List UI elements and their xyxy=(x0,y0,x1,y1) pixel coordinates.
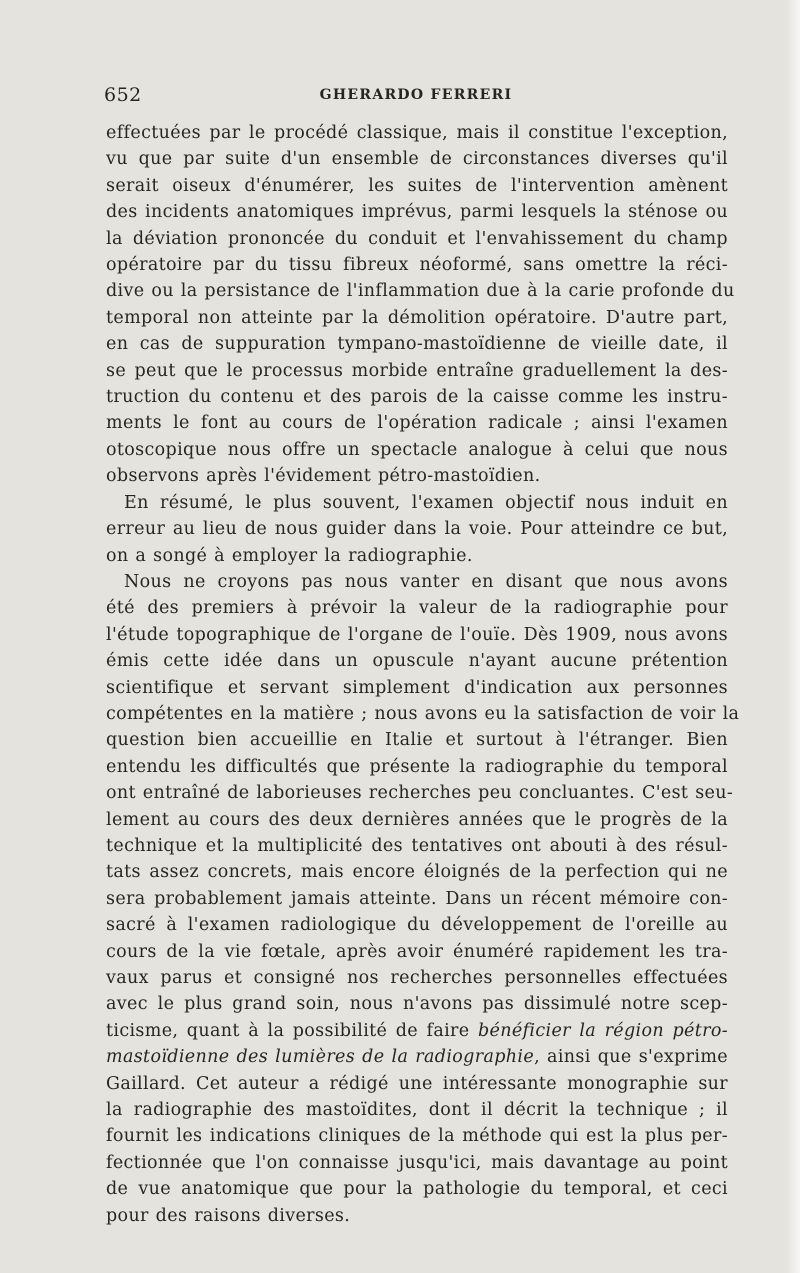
text-line: des incidents anatomiques imprévus, parmi lesquels la sténose ou xyxy=(106,202,728,223)
text-line: compétentes en la matière ; nous avons eu la satisfaction de voir la xyxy=(106,703,740,724)
text-line: de vue anatomique que pour la pathologie du temporal, et ceci xyxy=(106,1179,728,1200)
paragraph-2 xyxy=(106,490,728,569)
text-line: la radiographie des mastoïdites, dont il décrit la technique ; il xyxy=(106,1100,728,1121)
text-line: se peut que le processus morbide entraîne graduellement la des- xyxy=(106,360,728,381)
running-title: GHERARDO FERRERI xyxy=(319,87,513,103)
text-line-with-italic xyxy=(106,1044,728,1070)
italic-quote-end: mastoïdienne des lumières de la radiographie xyxy=(106,1047,535,1068)
body-text xyxy=(106,120,740,1229)
text-line: opératoire par du tissu fibreux néoformé, sans omettre la réci- xyxy=(106,255,728,276)
text-line: erreur au lieu de nous guider dans la voie. Pour atteindre ce but, xyxy=(106,519,728,540)
text-line: truction du contenu et des parois de la caisse comme les instru- xyxy=(106,387,728,408)
text-line: scientifique et servant simplement d'indication aux personnes xyxy=(106,677,728,698)
text-span: , ainsi que s'exprime xyxy=(534,1047,728,1068)
text-line: tats assez concrets, mais encore éloignés de la perfection qui ne xyxy=(106,862,728,883)
text-line: on a songé à employer la radiographie. xyxy=(106,545,473,566)
text-line: cours de la vie fœtale, après avoir énuméré rapidement les tra- xyxy=(106,941,728,962)
text-line: la déviation prononcée du conduit et l'envahissement du champ xyxy=(106,228,728,249)
text-line: temporal non atteinte par la démolition opératoire. D'autre part, xyxy=(106,307,728,328)
text-line: Nous ne croyons pas nous vanter en disant que nous avons xyxy=(124,571,728,592)
paragraph-1 xyxy=(106,120,735,490)
text-line: observons après l'évidement pétro-mastoïdien. xyxy=(106,466,541,487)
text-line: question bien accueillie en Italie et surtout à l'étranger. Bien xyxy=(106,730,728,751)
text-line: En résumé, le plus souvent, l'examen objectif nous induit en xyxy=(124,492,728,513)
text-line: fectionnée que l'on connaisse jusqu'ici, mais davantage au point xyxy=(106,1152,728,1173)
text-line: émis cette idée dans un opuscule n'ayant aucune prétention xyxy=(106,651,728,672)
text-line: sacré à l'examen radiologique du développement de l'oreille au xyxy=(106,915,728,936)
text-line: fournit les indications cliniques de la méthode qui est la plus per- xyxy=(106,1126,728,1147)
page-edge-shadow xyxy=(786,0,800,1273)
italic-quote-start: bénéficier la région pétro- xyxy=(477,1020,728,1041)
text-line: en cas de suppuration tympano-mastoïdienne de vieille date, il xyxy=(106,334,728,355)
text-line: dive ou la persistance de l'inflammation due à la carie profonde du xyxy=(106,281,735,302)
text-line: ont entraîné de laborieuses recherches peu concluantes. C'est seu- xyxy=(106,783,734,804)
text-line: effectuées par le procédé classique, mais il constitue l'exception, xyxy=(106,123,728,143)
text-line: serait oiseux d'énumérer, les suites de l'intervention amènent xyxy=(106,175,728,196)
text-line: vu que par suite d'un ensemble de circonstances diverses qu'il xyxy=(106,149,728,170)
text-line: technique et la multiplicité des tentatives ont abouti à des résul- xyxy=(106,835,728,856)
text-line: l'étude topographique de l'organe de l'ouïe. Dès 1909, nous avons xyxy=(106,624,728,645)
paragraph-3 xyxy=(106,569,740,1229)
text-line: sera probablement jamais atteinte. Dans un récent mémoire con- xyxy=(106,888,728,909)
text-line: pour des raisons diverses. xyxy=(106,1205,351,1226)
text-line: Gaillard. Cet auteur a rédigé une intéressante monographie sur xyxy=(106,1073,728,1094)
text-line-with-italic xyxy=(106,1018,728,1044)
page-number: 652 xyxy=(104,84,142,106)
text-line: vaux parus et consigné nos recherches personnelles effectuées xyxy=(106,968,728,988)
text-line: otoscopique nous offre un spectacle analogue à celui que nous xyxy=(106,439,728,460)
text-line: entendu les difficultés que présente la radiographie du temporal xyxy=(106,756,728,777)
text-line: ments le font au cours de l'opération radicale ; ainsi l'examen xyxy=(106,413,728,434)
page-header xyxy=(104,84,728,108)
text-line: été des premiers à prévoir la valeur de la radiographie pour xyxy=(106,598,728,619)
text-line: avec le plus grand soin, nous n'avons pas dissimulé notre scep- xyxy=(106,994,728,1015)
text-span: ticisme, quant à la possibilité de faire xyxy=(106,1020,470,1041)
text-line: lement au cours des deux dernières années que le progrès de la xyxy=(106,809,728,830)
